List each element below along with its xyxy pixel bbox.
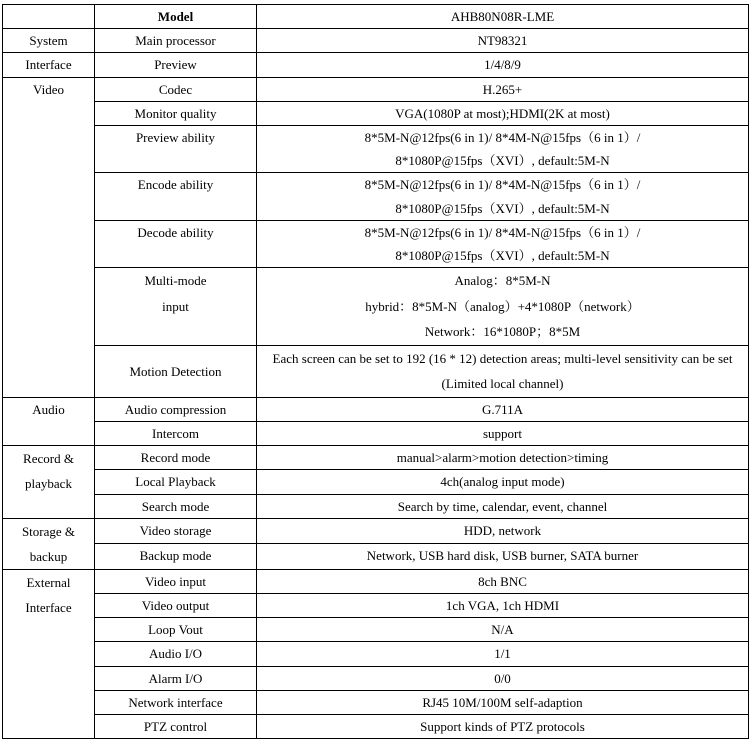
group-video: Video — [3, 77, 95, 397]
row-label: Search mode — [95, 494, 257, 518]
value-line: 8*1080P@15fps（XVI）, default:5M-N — [395, 248, 610, 264]
group-interface: Interface — [3, 53, 95, 77]
row-label: Audio I/O — [95, 642, 257, 666]
row-value: Support kinds of PTZ protocols — [257, 714, 749, 738]
group-external-interface — [3, 569, 95, 738]
table-row — [3, 268, 749, 346]
header-value: AHB80N08R-LME — [257, 5, 749, 29]
row-value: N/A — [257, 618, 749, 642]
table-row — [3, 101, 749, 125]
row-label: Codec — [95, 77, 257, 101]
row-value: HDD, network — [257, 518, 749, 544]
group-line: Interface — [25, 599, 72, 615]
row-label: Preview ability — [95, 126, 257, 173]
table-row — [3, 618, 749, 642]
value-line: 8*5M-N@12fps(6 in 1)/ 8*4M-N@15fps（6 in 1）/ — [364, 130, 641, 146]
group-line: Record & — [23, 451, 74, 467]
group-line: backup — [29, 548, 68, 564]
row-value: manual>alarm>motion detection>timing — [257, 446, 749, 470]
row-label: Preview — [95, 53, 257, 77]
value-line: (Limited local channel) — [441, 376, 564, 392]
row-value: G.711A — [257, 397, 749, 421]
row-label: Intercom — [95, 421, 257, 445]
row-value: support — [257, 421, 749, 445]
row-value: 4ch(analog input mode) — [257, 470, 749, 494]
table-row — [3, 126, 749, 173]
row-value: 1/4/8/9 — [257, 53, 749, 77]
row-value: Search by time, calendar, event, channel — [257, 494, 749, 518]
row-label: Main processor — [95, 29, 257, 53]
table-row — [3, 77, 749, 101]
table-row — [3, 397, 749, 421]
value-line: 8*1080P@15fps（XVI）, default:5M-N — [395, 153, 610, 169]
group-line: playback — [25, 476, 72, 492]
row-value — [257, 345, 749, 397]
row-value: NT98321 — [257, 29, 749, 53]
group-record-playback — [3, 446, 95, 519]
row-value: 1/1 — [257, 642, 749, 666]
row-label: PTZ control — [95, 714, 257, 738]
row-value: 8ch BNC — [257, 569, 749, 593]
row-label: Encode ability — [95, 173, 257, 220]
row-label: Loop Vout — [95, 618, 257, 642]
table-row — [3, 421, 749, 445]
row-label: Video output — [95, 593, 257, 617]
row-value — [257, 220, 749, 267]
row-label — [95, 268, 257, 346]
row-value — [257, 268, 749, 346]
table-row — [3, 53, 749, 77]
row-label: Alarm I/O — [95, 666, 257, 690]
table-row — [3, 593, 749, 617]
header-label: Model — [95, 5, 257, 29]
row-value: RJ45 10M/100M self-adaption — [257, 690, 749, 714]
group-line: Storage & — [21, 523, 76, 539]
group-system: System — [3, 29, 95, 53]
row-label: Network interface — [95, 690, 257, 714]
label-line: input — [162, 298, 189, 314]
table-row — [3, 642, 749, 666]
row-label: Monitor quality — [95, 101, 257, 125]
table-row — [3, 220, 749, 267]
table-row — [3, 690, 749, 714]
value-line: Network：16*1080P；8*5M — [424, 324, 581, 340]
row-label: Video input — [95, 569, 257, 593]
table-row — [3, 470, 749, 494]
table-row — [3, 714, 749, 738]
header-blank-cell — [3, 5, 95, 29]
row-label: Motion Detection — [95, 345, 257, 397]
row-label: Record mode — [95, 446, 257, 470]
group-line: External — [26, 574, 71, 590]
table-row — [3, 569, 749, 593]
table-row — [3, 494, 749, 518]
row-value: 0/0 — [257, 666, 749, 690]
table-row — [3, 173, 749, 220]
table-row — [3, 5, 749, 29]
label-line: Multi-mode — [144, 273, 207, 289]
row-value: 1ch VGA, 1ch HDMI — [257, 593, 749, 617]
row-label: Backup mode — [95, 544, 257, 570]
row-label: Decode ability — [95, 220, 257, 267]
value-line: hybrid：8*5M-N（analog）+4*1080P（network） — [365, 298, 640, 314]
row-value: H.265+ — [257, 77, 749, 101]
row-value — [257, 126, 749, 173]
table-row — [3, 29, 749, 53]
group-storage-backup — [3, 518, 95, 569]
table-row — [3, 544, 749, 570]
row-value — [257, 173, 749, 220]
row-label: Video storage — [95, 518, 257, 544]
spec-table — [2, 4, 749, 739]
row-label: Local Playback — [95, 470, 257, 494]
table-row — [3, 446, 749, 470]
value-line: 8*5M-N@12fps(6 in 1)/ 8*4M-N@15fps（6 in 1）/ — [364, 224, 641, 240]
table-row — [3, 518, 749, 544]
row-label: Audio compression — [95, 397, 257, 421]
row-value: Network, USB hard disk, USB burner, SATA burner — [257, 544, 749, 570]
table-row — [3, 345, 749, 397]
group-audio: Audio — [3, 397, 95, 445]
value-line: Each screen can be set to 192 (16 * 12) detection areas; multi-level sensitivity can be set — [272, 350, 733, 366]
value-line: Analog：8*5M-N — [454, 273, 551, 289]
value-line: 8*5M-N@12fps(6 in 1)/ 8*4M-N@15fps（6 in 1）/ — [364, 177, 641, 193]
table-row — [3, 666, 749, 690]
value-line: 8*1080P@15fps（XVI）, default:5M-N — [395, 200, 610, 216]
row-value: VGA(1080P at most);HDMI(2K at most) — [257, 101, 749, 125]
